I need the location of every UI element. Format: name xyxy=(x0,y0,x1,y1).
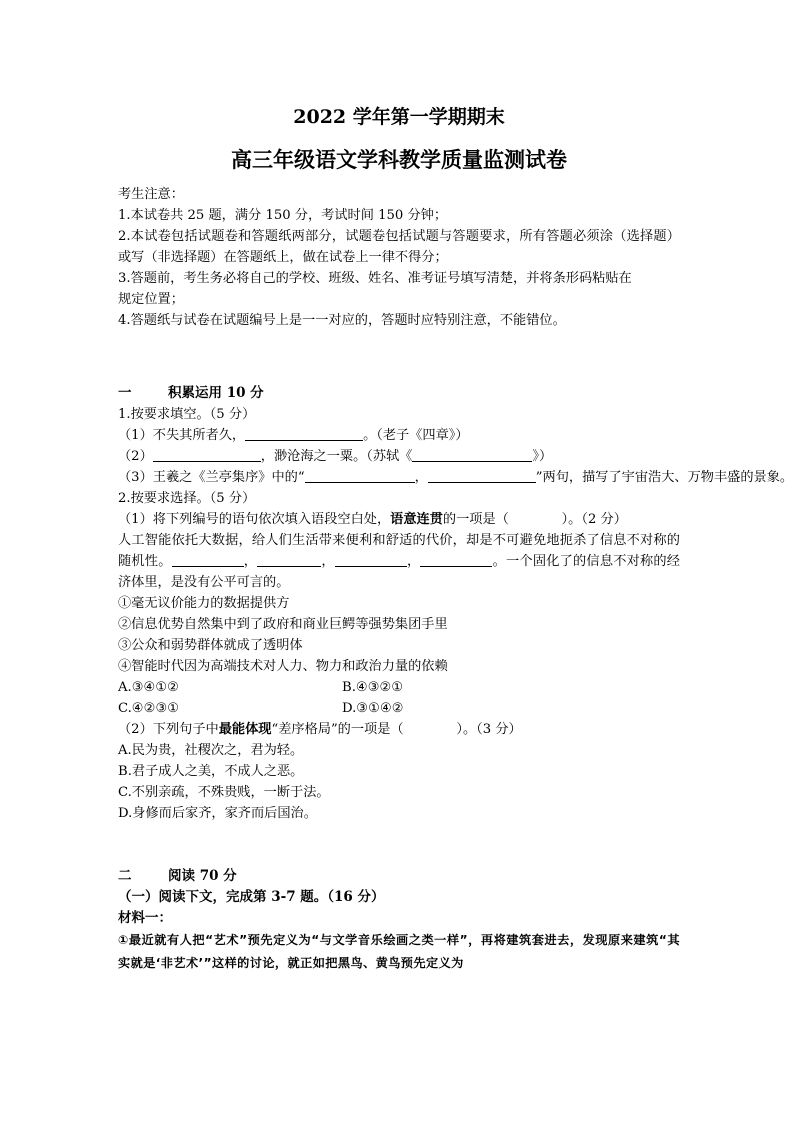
blank-q1-3b xyxy=(428,468,536,483)
exam-title-line1: 2022 学年第一学期期末 xyxy=(293,106,505,128)
blank-q1-2a xyxy=(153,447,261,462)
notice-block xyxy=(118,184,680,331)
notice-item-2: 2.本试卷包括试题卷和答题纸两部分，试题卷包括试题与答题要求，所有答题必须涂（选择题）或写（非选择题）在答题纸上，做在试卷上一律不得分； xyxy=(118,229,680,265)
q2-passage: 人工智能依托大数据，给人们生活带来便利和舒适的代价，却是不可避免地扼杀了信息不对称的随机性。 ， ， ， 。一个固化了的信息不对称的经济体里，是没有公平可言的。 xyxy=(118,533,680,590)
blank-passage-1 xyxy=(172,552,244,567)
section2-title: 阅读 70 分 xyxy=(168,868,237,884)
notice-item-3: 3.答题前，考生务必将自己的学校、班级、姓名、准考证号填写清楚，并将条形码粘贴在 xyxy=(118,271,632,286)
blank-q1-1 xyxy=(245,426,363,441)
blank-q1-3a xyxy=(305,468,415,483)
q1-3: （3）王羲之《兰亭集序》中的“ ， ”两句，描写了宇宙浩大、万物丰盛的景象。 xyxy=(118,470,794,485)
notice-item-1: 1.本试卷共 25 题，满分 150 分，考试时间 150 分钟； xyxy=(118,208,448,223)
blank-q1-2b xyxy=(412,447,532,462)
q2-item-4: ④智能时代因为高端技术对人力、物力和政治力量的依赖 xyxy=(118,659,448,674)
q2-choices-cd xyxy=(118,698,680,719)
q1-1: （1）不失其所者久， 。（老子《四章》） xyxy=(118,428,469,443)
section1-number: 一 xyxy=(118,385,132,401)
choice-b: B.④③②① xyxy=(342,680,404,695)
section2-number: 二 xyxy=(118,868,132,884)
choice-d: D.③①④② xyxy=(342,701,404,716)
q2-2-option-c: C.不别亲疏，不殊贵贱，一断于法。 xyxy=(118,785,330,800)
notice-item-3-cont: 规定位置； xyxy=(118,292,184,307)
material-label: 材料一： xyxy=(118,910,172,926)
q1-title: 1.按要求填空。（5 分） xyxy=(118,407,256,422)
notice-heading: 考生注意： xyxy=(118,187,184,202)
q2-item-2: ②信息优势自然集中到了政府和商业巨鳄等强势集团手里 xyxy=(118,617,448,632)
q2-1: （1）将下列编号的语句依次填入语段空白处，语意连贯的一项是（ ）。（2 分） xyxy=(118,512,627,527)
section1-title: 积累运用 10 分 xyxy=(168,385,264,401)
blank-passage-3 xyxy=(335,552,407,567)
q1-2: （2） ，渺沧海之一粟。（苏轼《 》） xyxy=(118,449,553,464)
section2-subheading: （一）阅读下文，完成第 3-7 题。（16 分） xyxy=(118,889,385,905)
exam-page xyxy=(118,104,794,975)
blank-passage-4 xyxy=(420,552,492,567)
q2-2-option-d: D.身修而后家齐，家齐而后国治。 xyxy=(118,806,317,821)
exam-title-line2: 高三年级语文学科教学质量监测试卷 xyxy=(231,147,567,172)
q2-choices-ab xyxy=(118,677,680,698)
choice-c: C.④②③① xyxy=(118,701,180,716)
q2-item-3: ③公众和弱势群体就成了透明体 xyxy=(118,638,303,653)
material-paragraph-1: ①最近就有人把“艺术”预先定义为“与文学音乐绘画之类一样”，再将建筑套进去，发现原来建筑“其实就是‘非艺术’”这样的讨论，就正如把黑鸟、黄鸟预先定义为 xyxy=(118,933,680,970)
q2-title: 2.按要求选择。（5 分） xyxy=(118,491,256,506)
choice-a: A.③④①② xyxy=(118,680,180,695)
q2-2-option-a: A.民为贵，社稷次之，君为轻。 xyxy=(118,743,304,758)
blank-passage-2 xyxy=(257,552,321,567)
q2-2-option-b: B.君子成人之美，不成人之恶。 xyxy=(118,764,304,779)
section1-heading xyxy=(118,383,680,404)
section2-heading xyxy=(118,866,680,887)
q2-2: （2）下列句子中最能体现“差序格局”的一项是（ ）。（3 分） xyxy=(118,722,522,737)
q2-item-1: ①毫无议价能力的数据提供方 xyxy=(118,596,290,611)
notice-item-4: 4.答题纸与试卷在试题编号上是一一对应的，答题时应特别注意，不能错位。 xyxy=(118,313,566,328)
